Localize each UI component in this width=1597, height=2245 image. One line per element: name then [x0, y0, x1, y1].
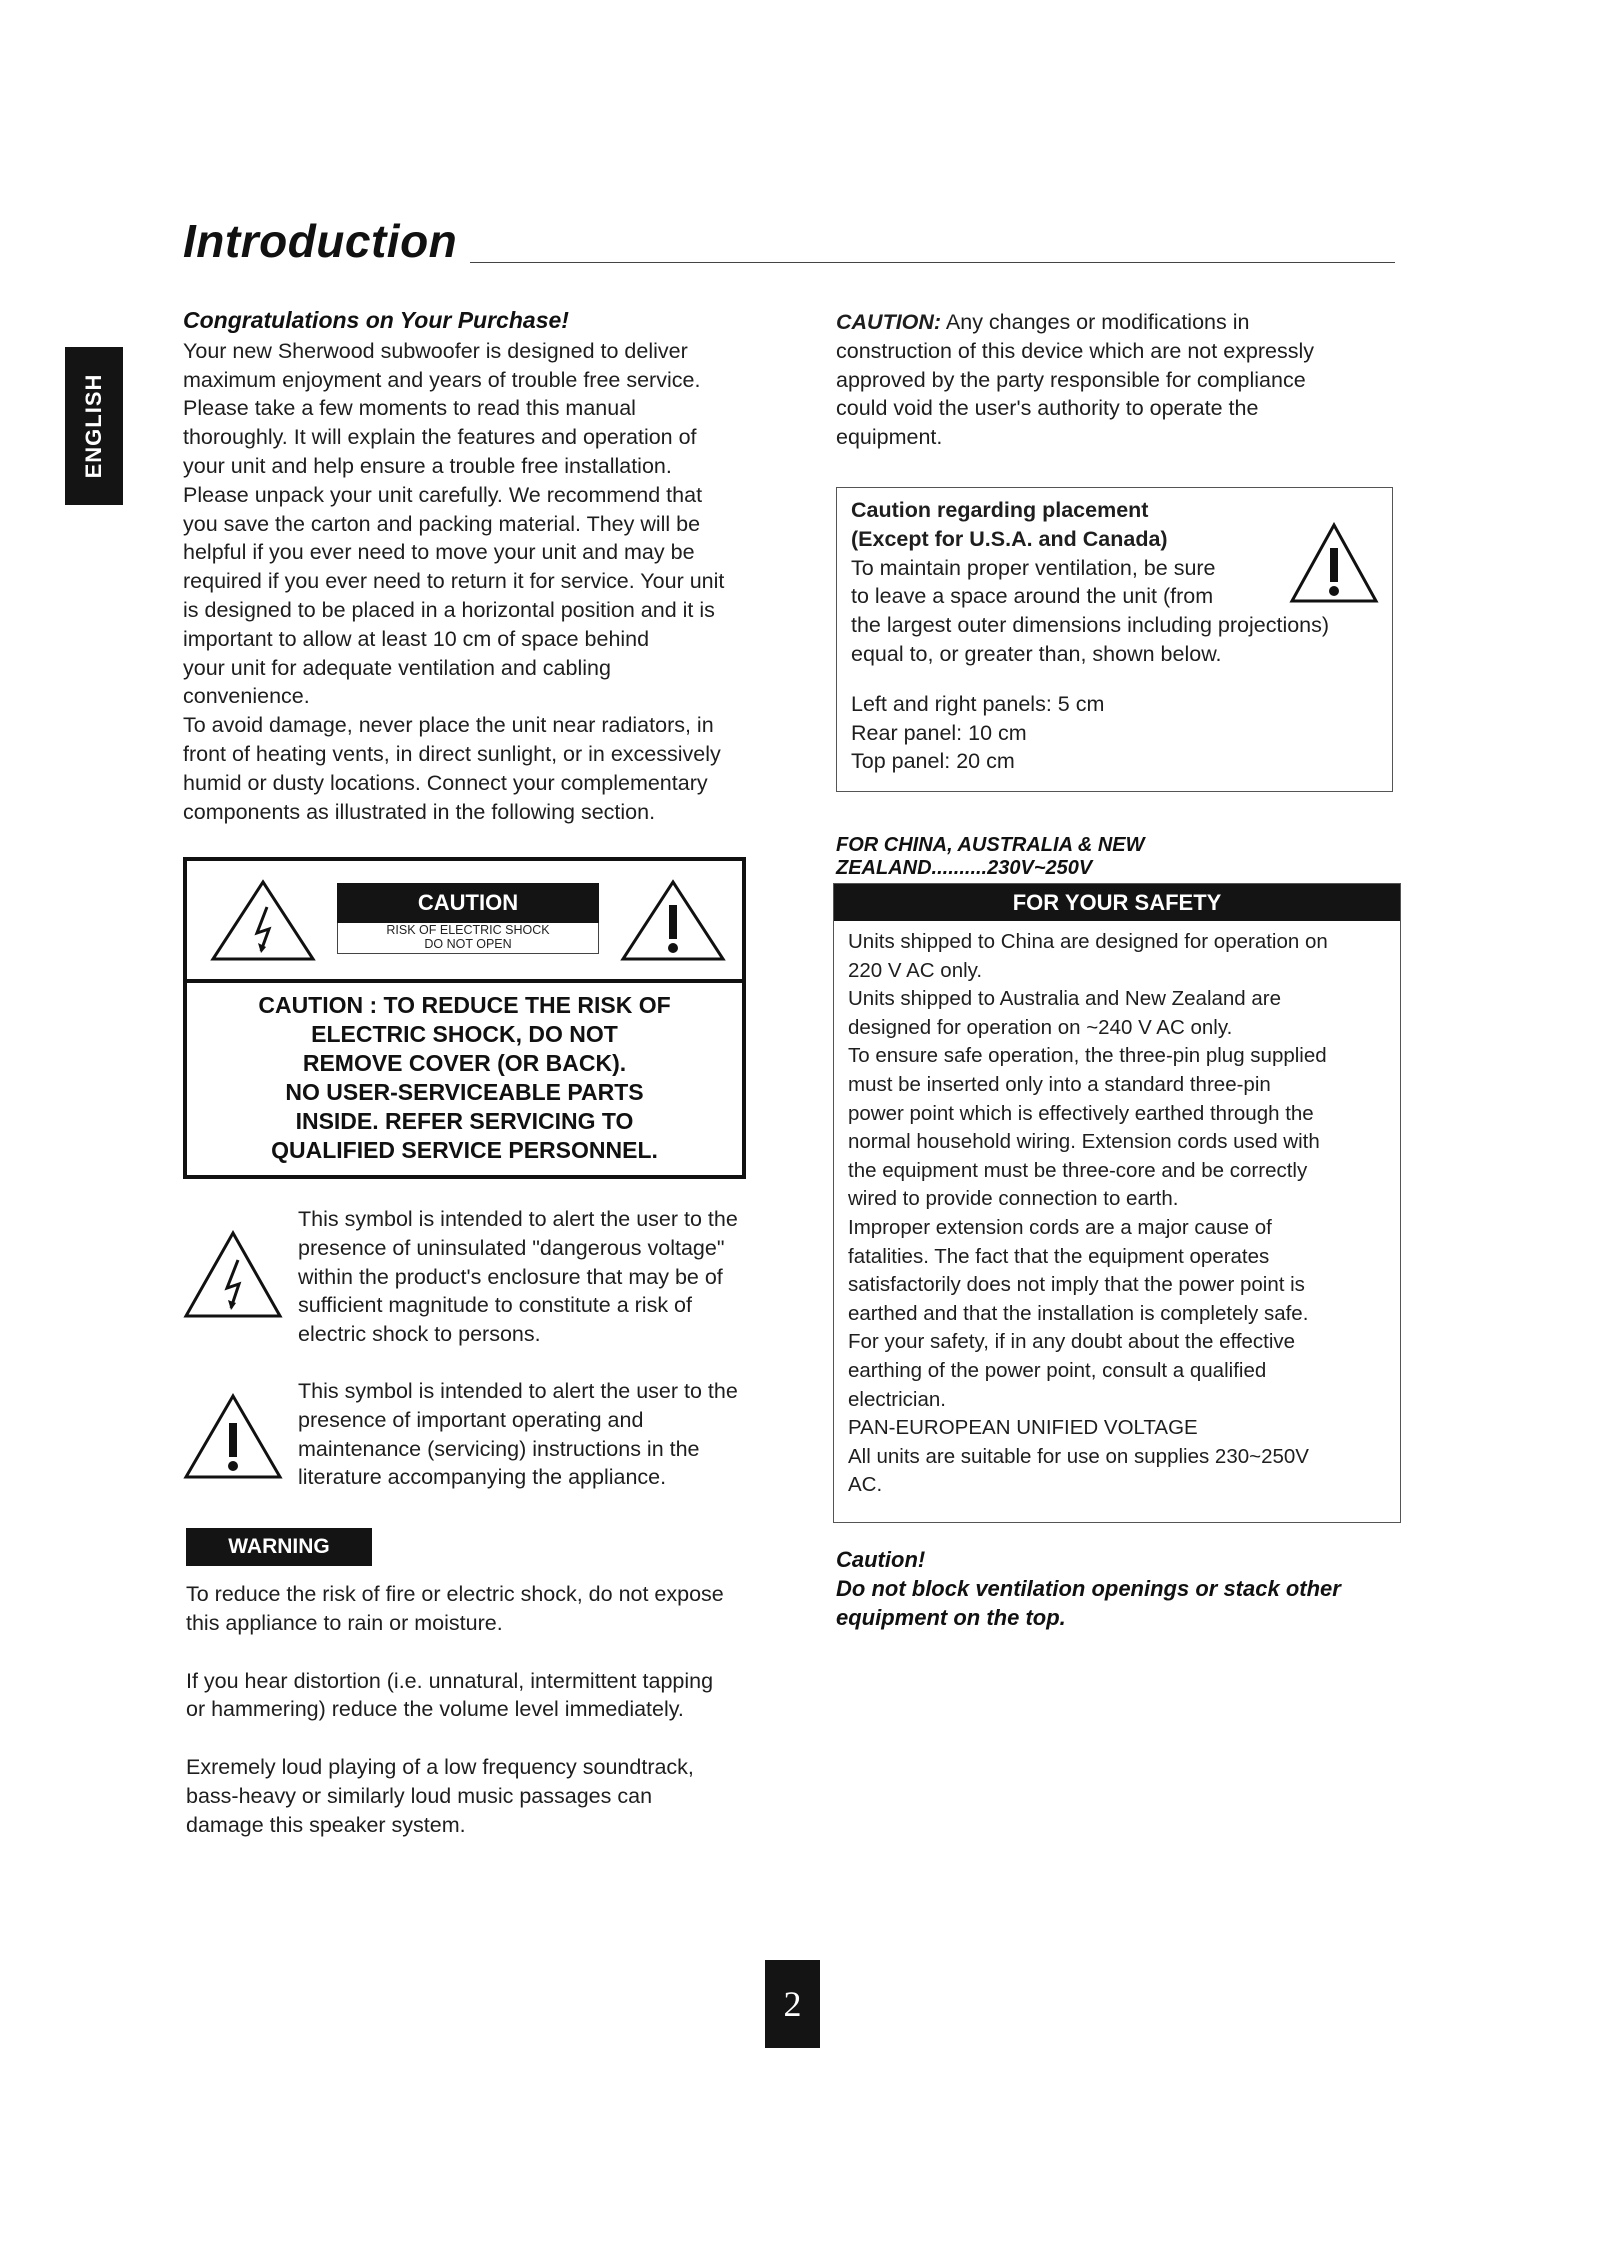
safety-line: 220 V AC only.: [848, 958, 983, 982]
caution-line: REMOVE COVER (OR BACK).: [302, 1050, 627, 1076]
caution-box: [183, 857, 746, 1179]
safety-text: [848, 928, 1390, 1500]
warning-text: [186, 1580, 826, 1840]
lightning-warning-icon: [209, 879, 317, 963]
china-voltage-dots: ..........: [931, 857, 988, 879]
placement-caution-box: [836, 487, 1393, 792]
warning-line: If you hear distortion (i.e. unnatural, intermittent tapping: [186, 1668, 714, 1693]
intro-line: important to allow at least 10 cm of space behind: [183, 626, 650, 651]
attention-symbol-description: [298, 1377, 818, 1492]
caution-sub-line: RISK OF ELECTRIC SHOCK: [386, 923, 550, 937]
warning-line: or hammering) reduce the volume level immediately.: [186, 1697, 684, 1722]
caution-first: Any changes or modifications in: [941, 310, 1250, 334]
caution-line: NO USER-SERVICEABLE PARTS: [285, 1079, 644, 1105]
intro-subhead: Congratulations on Your Purchase!: [183, 307, 569, 333]
safety-line: For your safety, if in any doubt about the effective: [848, 1330, 1296, 1354]
intro-line: front of heating vents, in direct sunlight, or in excessively: [183, 741, 721, 766]
caution-line: ELECTRIC SHOCK, DO NOT: [311, 1021, 618, 1047]
placement-line: the largest outer dimensions including projections): [851, 613, 1330, 638]
safety-line: designed for operation on ~240 V AC only.: [848, 1015, 1233, 1039]
caution-sub-line: DO NOT OPEN: [424, 937, 512, 951]
intro-line: humid or dusty locations. Connect your complementary: [183, 770, 708, 795]
caution-label: CAUTION: [337, 883, 599, 923]
warning-line: this appliance to rain or moisture.: [186, 1610, 503, 1635]
symbol-line: within the product's enclosure that may be of: [298, 1264, 723, 1289]
symbol-line: sufficient magnitude to constitute a risk of: [298, 1293, 692, 1318]
caution-line: construction of this device which are not expressly: [836, 338, 1315, 363]
safety-line: Improper extension cords are a major cause of: [848, 1215, 1272, 1239]
safety-line: must be inserted only into a standard three-pin: [848, 1072, 1271, 1096]
placement-spec: Top panel: 20 cm: [851, 749, 1015, 774]
ventilation-caution-line: Do not block ventilation openings or stack other: [836, 1576, 1341, 1601]
intro-section: [183, 306, 803, 826]
safety-line: normal household wiring. Extension cords used with: [848, 1130, 1320, 1154]
safety-line: All units are suitable for use on supplies 230~250V: [848, 1444, 1309, 1468]
safety-line: the equipment must be three-core and be correctly: [848, 1158, 1308, 1182]
placement-spec: Rear panel: 10 cm: [851, 720, 1027, 745]
intro-line: Please take a few moments to read this manual: [183, 396, 636, 421]
symbol-line: literature accompanying the appliance.: [298, 1465, 667, 1490]
warning-line: To reduce the risk of fire or electric shock, do not expose: [186, 1582, 724, 1606]
china-voltage-label: FOR CHINA, AUSTRALIA & NEW ZEALAND: [836, 834, 1145, 879]
caution-line: approved by the party responsible for compliance: [836, 367, 1306, 392]
safety-line: electrician.: [848, 1387, 946, 1411]
symbol-line: This symbol is intended to alert the user to the: [298, 1379, 738, 1403]
caution-line: could void the user's authority to operate the: [836, 396, 1259, 421]
symbol-line: electric shock to persons.: [298, 1322, 541, 1347]
caution-line: QUALIFIED SERVICE PERSONNEL.: [271, 1137, 658, 1163]
exclamation-warning-icon: [1289, 522, 1379, 604]
language-tab: [65, 347, 123, 505]
intro-line: Please unpack your unit carefully. We recommend that: [183, 482, 703, 507]
intro-line: your unit and help ensure a trouble free installation.: [183, 453, 672, 478]
intro-line: To avoid damage, never place the unit near radiators, in: [183, 713, 714, 738]
placement-line: to leave a space around the unit (from: [851, 584, 1214, 609]
caution-line: equipment.: [836, 425, 943, 450]
ventilation-caution: [836, 1545, 1401, 1632]
warning-line: damage this speaker system.: [186, 1812, 466, 1837]
caution-box-text: [187, 991, 742, 1165]
intro-line: components as illustrated in the following section.: [183, 799, 656, 824]
intro-line: convenience.: [183, 684, 310, 709]
intro-line: required if you ever need to return it for service. Your unit: [183, 569, 725, 594]
caution-line: INSIDE. REFER SERVICING TO: [295, 1108, 634, 1134]
intro-line: is designed to be placed in a horizontal position and it is: [183, 597, 715, 622]
exclamation-warning-icon: [183, 1393, 283, 1481]
safety-box: [833, 883, 1401, 1523]
symbol-line: This symbol is intended to alert the user to the: [298, 1207, 738, 1231]
title-rule: [470, 262, 1395, 263]
safety-line: power point which is effectively earthed through the: [848, 1101, 1314, 1125]
placement-line: equal to, or greater than, shown below.: [851, 641, 1222, 666]
safety-line: AC.: [848, 1473, 883, 1497]
safety-line: earthed and that the installation is completely safe.: [848, 1301, 1309, 1325]
intro-line: thoroughly. It will explain the features and operation of: [183, 425, 697, 450]
placement-line: To maintain proper ventilation, be sure: [851, 555, 1216, 580]
page-number: 2: [765, 1960, 820, 2048]
safety-line: earthing of the power point, consult a qualified: [848, 1358, 1267, 1382]
safety-line: Units shipped to China are designed for operation on: [848, 930, 1328, 953]
ventilation-caution-line: equipment on the top.: [836, 1605, 1066, 1630]
warning-label: WARNING: [186, 1528, 372, 1566]
safety-line: fatalities. The fact that the equipment operates: [848, 1244, 1270, 1268]
language-tab-label: ENGLISH: [81, 373, 106, 479]
intro-line: you save the carton and packing material. They will be: [183, 511, 701, 536]
intro-line: Your new Sherwood subwoofer is designed to deliver: [183, 338, 688, 363]
placement-spec: Left and right panels: 5 cm: [851, 691, 1105, 716]
china-voltage-value: 230V~250V: [987, 857, 1093, 879]
lightning-warning-icon: [183, 1230, 283, 1320]
symbol-line: presence of important operating and: [298, 1407, 644, 1432]
placement-head: Caution regarding placement: [851, 498, 1149, 522]
ventilation-caution-title: Caution!: [836, 1547, 926, 1572]
warning-line: Exremely loud playing of a low frequency soundtrack,: [186, 1755, 694, 1780]
modification-caution: [836, 308, 1396, 452]
safety-line: PAN-EUROPEAN UNIFIED VOLTAGE: [848, 1416, 1198, 1440]
exclamation-warning-icon: [619, 879, 727, 963]
safety-line: To ensure safe operation, the three-pin plug supplied: [848, 1044, 1327, 1068]
safety-line: Units shipped to Australia and New Zealand are: [848, 987, 1282, 1011]
china-voltage-line: [836, 834, 1401, 880]
caution-lead: CAUTION:: [836, 310, 942, 334]
safety-line: wired to provide connection to earth.: [848, 1187, 1179, 1211]
safety-heading: FOR YOUR SAFETY: [834, 884, 1400, 921]
caution-line: CAUTION : TO REDUCE THE RISK OF: [258, 992, 671, 1018]
caution-box-header: [187, 861, 742, 983]
page-title: Introduction: [183, 215, 458, 267]
intro-line: your unit for adequate ventilation and cabling: [183, 655, 611, 680]
caution-sublabel: [337, 923, 599, 954]
placement-head: (Except for U.S.A. and Canada): [851, 526, 1168, 551]
intro-line: maximum enjoyment and years of trouble free service.: [183, 367, 701, 392]
intro-line: helpful if you ever need to move your unit and may be: [183, 540, 695, 565]
voltage-symbol-description: [298, 1205, 818, 1349]
symbol-line: presence of uninsulated "dangerous voltage": [298, 1235, 725, 1260]
safety-line: satisfactorily does not imply that the power point is: [848, 1273, 1305, 1297]
warning-line: bass-heavy or similarly loud music passages can: [186, 1783, 653, 1808]
symbol-line: maintenance (servicing) instructions in the: [298, 1436, 700, 1461]
